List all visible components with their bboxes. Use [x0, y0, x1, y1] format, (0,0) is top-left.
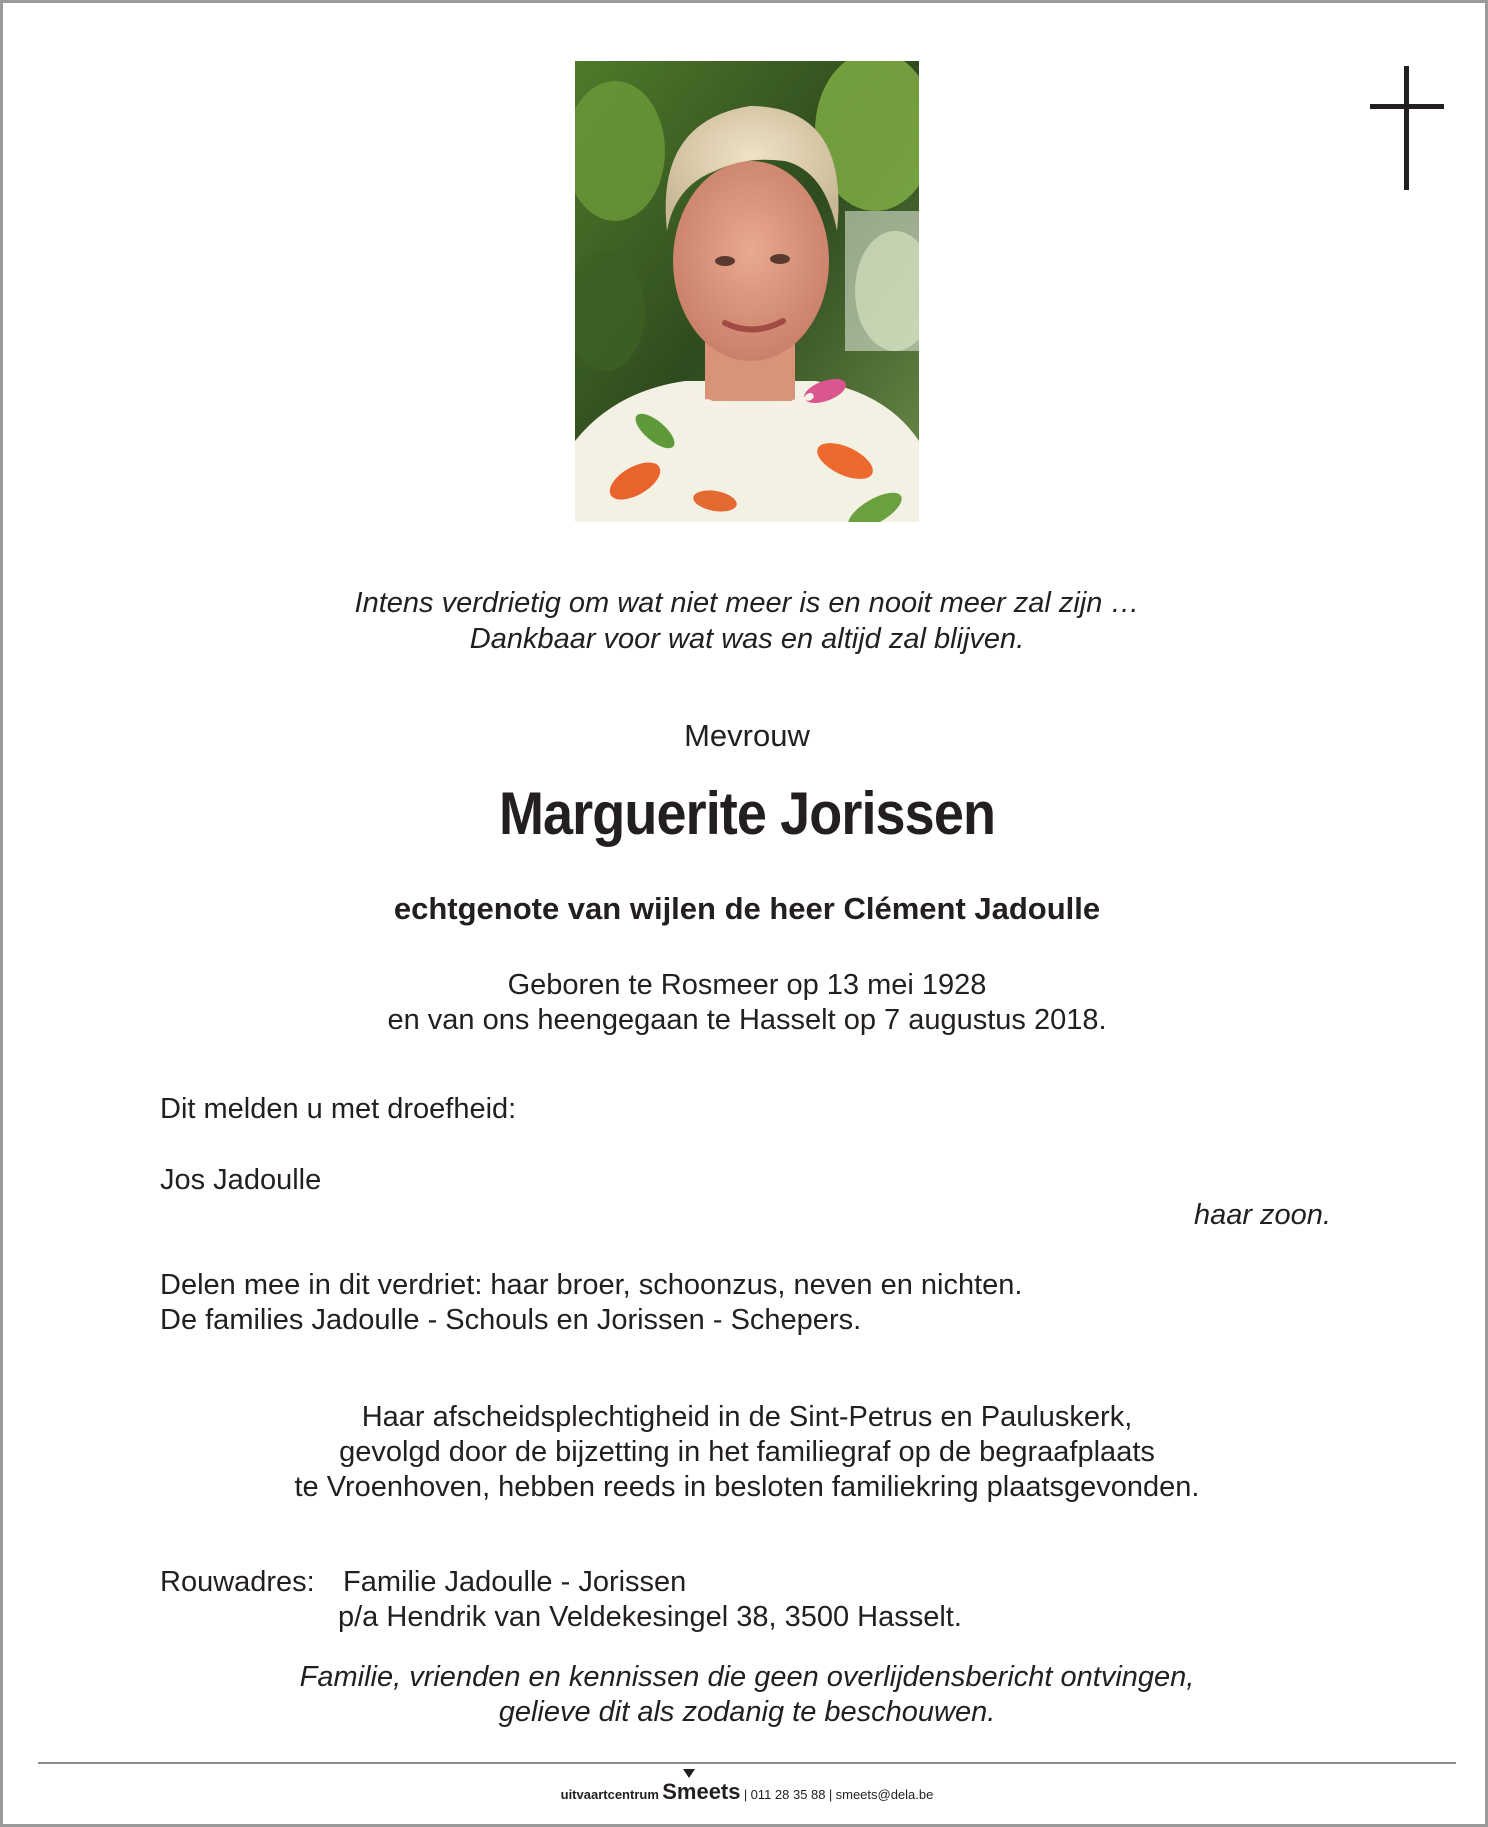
- footer-divider: [38, 1762, 1456, 1764]
- footer-separator: |: [828, 1787, 833, 1802]
- portrait-photo: [575, 61, 919, 522]
- footer-brand-wrap: [662, 1779, 740, 1805]
- announcement-intro: Dit melden u met droefheid:: [160, 1093, 517, 1125]
- honorific: Mevrouw: [684, 718, 810, 753]
- footer-separator: |: [743, 1787, 748, 1802]
- footer-email: smeets@dela.be: [835, 1787, 934, 1802]
- address-line-1: Familie Jadoulle - Jorissen: [343, 1566, 687, 1598]
- mourner-relation: haar zoon.: [1193, 1199, 1331, 1231]
- ceremony-line-2: gevolgd door de bijzetting in het familiegraf op de begraafplaats: [339, 1436, 1155, 1468]
- notice-line-2: gelieve dit als zodanig te beschouwen.: [498, 1696, 996, 1728]
- verse-line-2: Dankbaar voor wat was en altijd zal blijven.: [469, 623, 1025, 655]
- footer: [3, 1779, 1488, 1805]
- mourner-name: Jos Jadoulle: [160, 1164, 322, 1196]
- footer-prefix: uitvaartcentrum: [560, 1787, 659, 1802]
- address-line-2: p/a Hendrik van Veldekesingel 38, 3500 Hasselt.: [338, 1601, 962, 1633]
- deceased-name: Marguerite Jorissen: [498, 780, 996, 847]
- ceremony-line-3: te Vroenhoven, hebben reeds in besloten familiekring plaatsgevonden.: [294, 1471, 1200, 1503]
- death-line: en van ons heengegaan te Hasselt op 7 augustus 2018.: [387, 1004, 1107, 1036]
- shared-grief-line-1: Delen mee in dit verdriet: haar broer, schoonzus, neven en nichten.: [160, 1269, 1023, 1301]
- birth-line: Geboren te Rosmeer op 13 mei 1928: [507, 969, 987, 1001]
- verse-line-1: Intens verdrietig om wat niet meer is en nooit meer zal zijn …: [354, 587, 1140, 619]
- footer-phone: 011 28 35 88: [750, 1787, 826, 1802]
- ceremony-line-1: Haar afscheidsplechtigheid in de Sint-Petrus en Pauluskerk,: [361, 1401, 1133, 1433]
- spouse-line: echtgenote van wijlen de heer Clément Jadoulle: [393, 891, 1101, 926]
- notice-line-1: Familie, vrienden en kennissen die geen overlijdensbericht ontvingen,: [299, 1661, 1195, 1693]
- latin-cross-icon: [1370, 66, 1444, 190]
- shared-grief-line-2: De families Jadoulle - Schouls en Jorissen - Schepers.: [160, 1304, 862, 1336]
- footer-brand: Smeets: [662, 1779, 741, 1804]
- brand-marker-icon: [683, 1769, 695, 1778]
- address-label: Rouwadres:: [160, 1566, 315, 1598]
